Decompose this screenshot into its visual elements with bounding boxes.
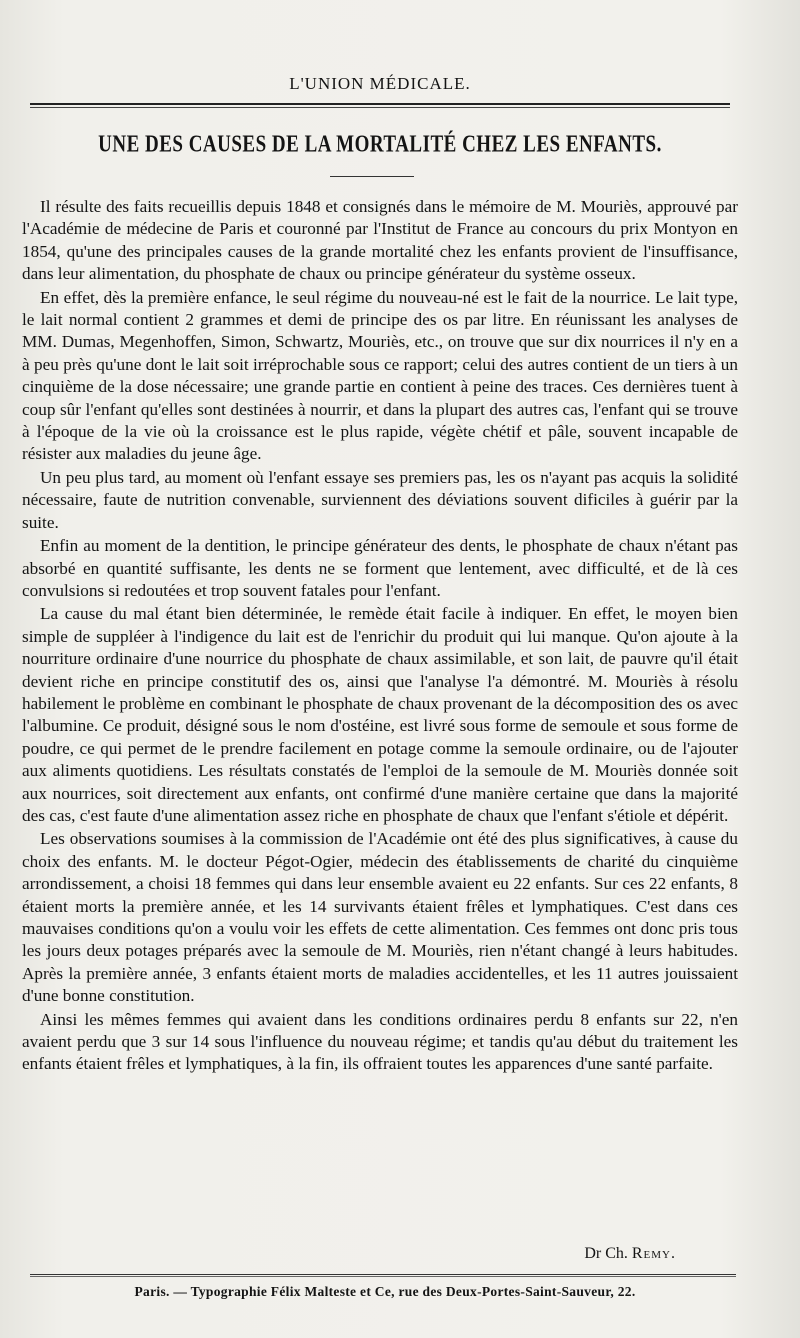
author-signature — [0, 1245, 676, 1263]
paragraph-1: Il résulte des faits recueillis depuis 1848 et consignés dans le mémoire de M. Mouriès, approuvé par l'Académie de médecine de Paris et couronné par l'Institut de France au concours du prix Montyon en 1854, qu'une des principales causes de la grande mortalité chez les enfants provient de l'insuffisance, dans leur alimentation, du phosphate de chaux ou principe générateur du système osseux. — [22, 197, 738, 284]
paragraph-6: Les observations soumises à la commission de l'Académie ont été des plus significatives, à cause du choix des enfants. M. le docteur Pégot-Ogier, médecin des établissements de charité du cinquième arrondissement, a choisi 18 femmes qui dans leur ensemble avaient eu 22 enfants. Sur ces 22 enfants, 8 étaient morts la première année, et les 14 survivants étaient frêles et lymphatiques. C'est dans ces mauvaises conditions qu'on a voulu voir les effets de cette alimentation. Ces femmes ont donc pris tous les jours deux potages préparés avec la semoule de M. Mouriès, rien n'étant changé à leurs habitudes. Après la première année, 3 enfants étaient morts de maladies accidentelles, et les 11 autres jouissaient d'une bonne constitution. — [22, 829, 738, 1006]
paragraph-3: Un peu plus tard, au moment où l'enfant essaye ses premiers pas, les os n'ayant pas acquis la solidité nécessaire, faute de nutrition convenable, surviennent des déviations souvent dificiles à guérir par la suite. — [22, 467, 738, 532]
paragraph-2: En effet, dès la première enfance, le seul régime du nouveau-né est le fait de la nourrice. Le lait type, le lait normal contient 2 grammes et demi de principe des os par litre. En réunissant les analyses de MM. Dumas, Megenhoffen, Simon, Schwartz, Mouriès, etc., on trouve que sur dix nourrices il n'y en a à peu près qu'une dont le lait soit irréprochable sous ce rapport; celui des autres contient de un tiers à un cinquième de la dose nécessaire; une grande partie en contient à peine des traces. Ces dernières tuent à coup sûr l'enfant qu'elles sont destinées à nourrir, et dans la plupart des autres cas, l'enfant qui se trouve à l'époque de la vie où la croissance est le plus rapide, végète chétif et pâle, souvent incapable de résister aux maladies du jeune âge. — [22, 287, 738, 464]
article-body — [22, 196, 738, 1076]
paragraph-7: Ainsi les mêmes femmes qui avaient dans les conditions ordinaires perdu 8 enfants sur 22, n'en avaient perdu que 3 sur 14 sous l'influence du nouveau régime; et tandis qu'au début du traitement les enfants étaient frêles et lymphatiques, à la fin, ils offraient toutes les apparences d'une santé parfaite. — [22, 1009, 738, 1074]
footer-rule — [30, 1274, 736, 1277]
printer-imprint: Paris. — Typographie Félix Malteste et Ce, rue des Deux-Portes-Saint-Sauveur, 22. — [134, 1284, 636, 1299]
article-title: UNE DES CAUSES DE LA MORTALITÉ CHEZ LES ENFANTS. — [98, 131, 662, 158]
signature-prefix: Dr Ch. — [584, 1245, 628, 1262]
running-head: L'UNION MÉDICALE. — [289, 74, 471, 93]
signature-name: Remy. — [631, 1245, 676, 1262]
paragraph-4: Enfin au moment de la dentition, le principe générateur des dents, le phosphate de chaux n'étant pas absorbé en quantité suffisante, les dents ne se forment que lentement, avec difficulté, et de là ces convulsions si redoutées et trop souvent fatales pour l'enfant. — [22, 536, 738, 600]
title-rule — [330, 176, 414, 177]
header-double-rule — [30, 103, 730, 108]
paragraph-5: La cause du mal étant bien déterminée, le remède était facile à indiquer. En effet, le moyen bien simple de suppléer à l'indigence du lait est de l'enrichir du produit qui lui manque. Qu'on ajoute à la nourriture ordinaire d'une nourrice du phosphate de chaux assimilable, et son lait, de pauvre qu'il était devient riche en principe constitutif des os, ainsi que l'analyse l'a démontré. M. Mouriès à résolu habilement le problème en combinant le phosphate de chaux provenant de la décomposition des os avec l'albumine. Ce produit, désigné sous le nom d'ostéine, est livré sous forme de semoule et sous forme de poudre, ce qui permet de le prendre facilement en potage comme la semoule ordinaire, ou de l'ajouter aux aliments quotidiens. Les résultats constatés de l'emploi de la semoule de M. Mouriès donnée soit aux nourrices, soit directement aux enfants, ont confirmé d'une manière certaine que dans la majorité des cas, c'est faute d'une alimentation assez riche en phosphate de chaux que l'enfant s'étiole et dépérit. — [22, 604, 738, 825]
